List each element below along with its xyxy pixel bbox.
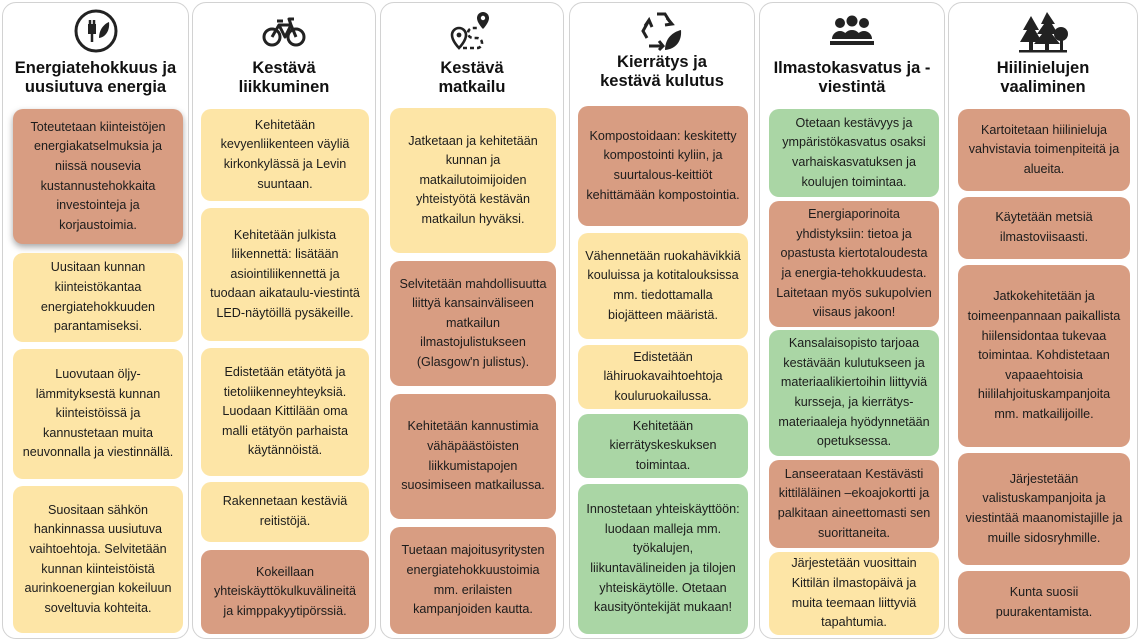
column-title: Ilmastokasvatus ja -viestintä: [773, 59, 931, 96]
route-pin-icon: [381, 7, 563, 55]
action-card: Jatkokehitetään ja toimeenpannaan paikallista hiilensidontaa tukevaa toimintaa. Kohdistetaan vapaaehtoisia hiililahjoituskampanjoita mm. matkailijoille.: [958, 265, 1130, 447]
action-card: Kehitetään kevyenliikenteen väyliä kirkonkylässä ja Levin suuntaan.: [201, 109, 369, 201]
people-group-icon: [760, 7, 944, 55]
action-card: Lanseerataan Kestävästi kittiläläinen –ekoajokortti ja palkitaan aineettomasti sen suorittaneita.: [769, 460, 939, 548]
column-climate-education: [759, 2, 945, 639]
column-title: Kestävä liikkuminen: [238, 59, 330, 96]
action-card: Järjestetään vuosittain Kittilän ilmastopäivä ja muita teemaan liittyviä tapahtumia.: [769, 552, 939, 635]
action-card: Edistetään etätyötä ja tietoliikenneyhteyksiä. Luodaan Kittilään oma malli etätyön parhaista käytännöistä.: [201, 348, 369, 476]
action-card: Järjestetään valistuskampanjoita ja viestintää maanomistajille ja muille sidosryhmille.: [958, 453, 1130, 565]
action-card: Energiaporinoita yhdistyksiin: tietoa ja opastusta kiertotaloudesta ja energia-tehokkuudesta. Laitetaan myös sukupolvien viisaus jakoon!: [769, 201, 939, 327]
action-card: Kunta suosii puurakentamista.: [958, 571, 1130, 634]
column-mobility: [192, 2, 376, 639]
action-card: Käytetään metsiä ilmastoviisaasti.: [958, 197, 1130, 259]
recycle-leaf-icon: [570, 7, 754, 55]
column-title: Hiilinielujen vaaliminen: [996, 59, 1090, 96]
column-title: Kestävä matkailu: [438, 59, 506, 96]
action-card: Tuetaan majoitusyritysten energiatehokkuustoimia mm. erilaisten kampanjoiden kautta.: [390, 527, 556, 634]
column-recycling: [569, 2, 755, 639]
action-card: Vähennetään ruokahävikkiä kouluissa ja kotitalouksissa mm. tiedottamalla biojätteen määristä.: [578, 233, 748, 339]
action-card: Kartoitetaan hiilinieluja vahvistavia toimenpiteitä ja alueita.: [958, 109, 1130, 191]
action-card: Selvitetään mahdollisuutta liittyä kansainväliseen matkailun ilmastojulistukseen (Glasgow'n julistus).: [390, 261, 556, 386]
action-card: Kehitetään kierrätyskeskuksen toimintaa.: [578, 414, 748, 478]
action-card: Kehitetään kannustimia vähäpäästöisten liikkumistapojen suosimiseen matkailussa.: [390, 394, 556, 519]
column-title: Kierrätys ja kestävä kulutus: [600, 53, 724, 90]
action-card: Otetaan kestävyys ja ympäristökasvatus osaksi varhaiskasvatuksen ja koulujen toimintaa.: [769, 109, 939, 197]
column-tourism: [380, 2, 564, 639]
action-card: Kehitetään julkista liikennettä: lisätään asiointiliikennettä ja tuodaan aikataulu-viestintä LED-näytöillä pysäkeille.: [201, 208, 369, 341]
action-card: Toteutetaan kiinteistöjen energiakatselmuksia ja niissä nousevia kustannustehokkaita investointeja ja korjaustoimia.: [13, 109, 183, 244]
action-card: Rakennetaan kestäviä reitistöjä.: [201, 482, 369, 542]
column-energy: [2, 2, 189, 639]
column-title: Energiatehokkuus ja uusiutuva energia: [14, 59, 177, 96]
action-card: Luovutaan öljy-lämmityksestä kunnan kiinteistöissä ja kannustetaan muita neuvonnalla ja viestinnällä.: [13, 349, 183, 479]
action-card: Uusitaan kunnan kiinteistökantaa energiatehokkuuden parantamiseksi.: [13, 253, 183, 342]
action-card: Kompostoidaan: keskitetty kompostointi kyliin, ja suurtalous-keittiöt kehittämään kompostointia.: [578, 106, 748, 226]
action-card: Innostetaan yhteiskäyttöön: luodaan malleja mm. työkalujen, liikuntavälineiden ja tilojen yhteiskäytölle. Otetaan kausityöntekijät mukaan!: [578, 484, 748, 634]
bicycle-icon: [193, 7, 375, 55]
action-card: Jatketaan ja kehitetään kunnan ja matkailutoimijoiden yhteistyötä kestävän matkailun hyväksi.: [390, 108, 556, 253]
forest-trees-icon: [949, 7, 1137, 55]
column-carbon-sinks: [948, 2, 1138, 639]
action-card: Suositaan sähkön hankinnassa uusiutuva vaihtoehtoja. Selvitetään kunnan kiinteistöistä aurinkoenergian kokeiluun soveltuvia kohteita.: [13, 486, 183, 633]
plug-leaf-icon: [3, 7, 188, 55]
action-card: Kansalaisopisto tarjoaa kestävään kulutukseen ja materiaalikiertoihin liittyviä kursseja, ja kierrätys-materiaaleja hyödynnetään opetuksessa.: [769, 330, 939, 456]
action-card: Edistetään lähiruokavaihtoehtoja kouluruokailussa.: [578, 345, 748, 409]
action-card: Kokeillaan yhteiskäyttökulkuvälineitä ja kimppakyytipörssiä.: [201, 550, 369, 634]
